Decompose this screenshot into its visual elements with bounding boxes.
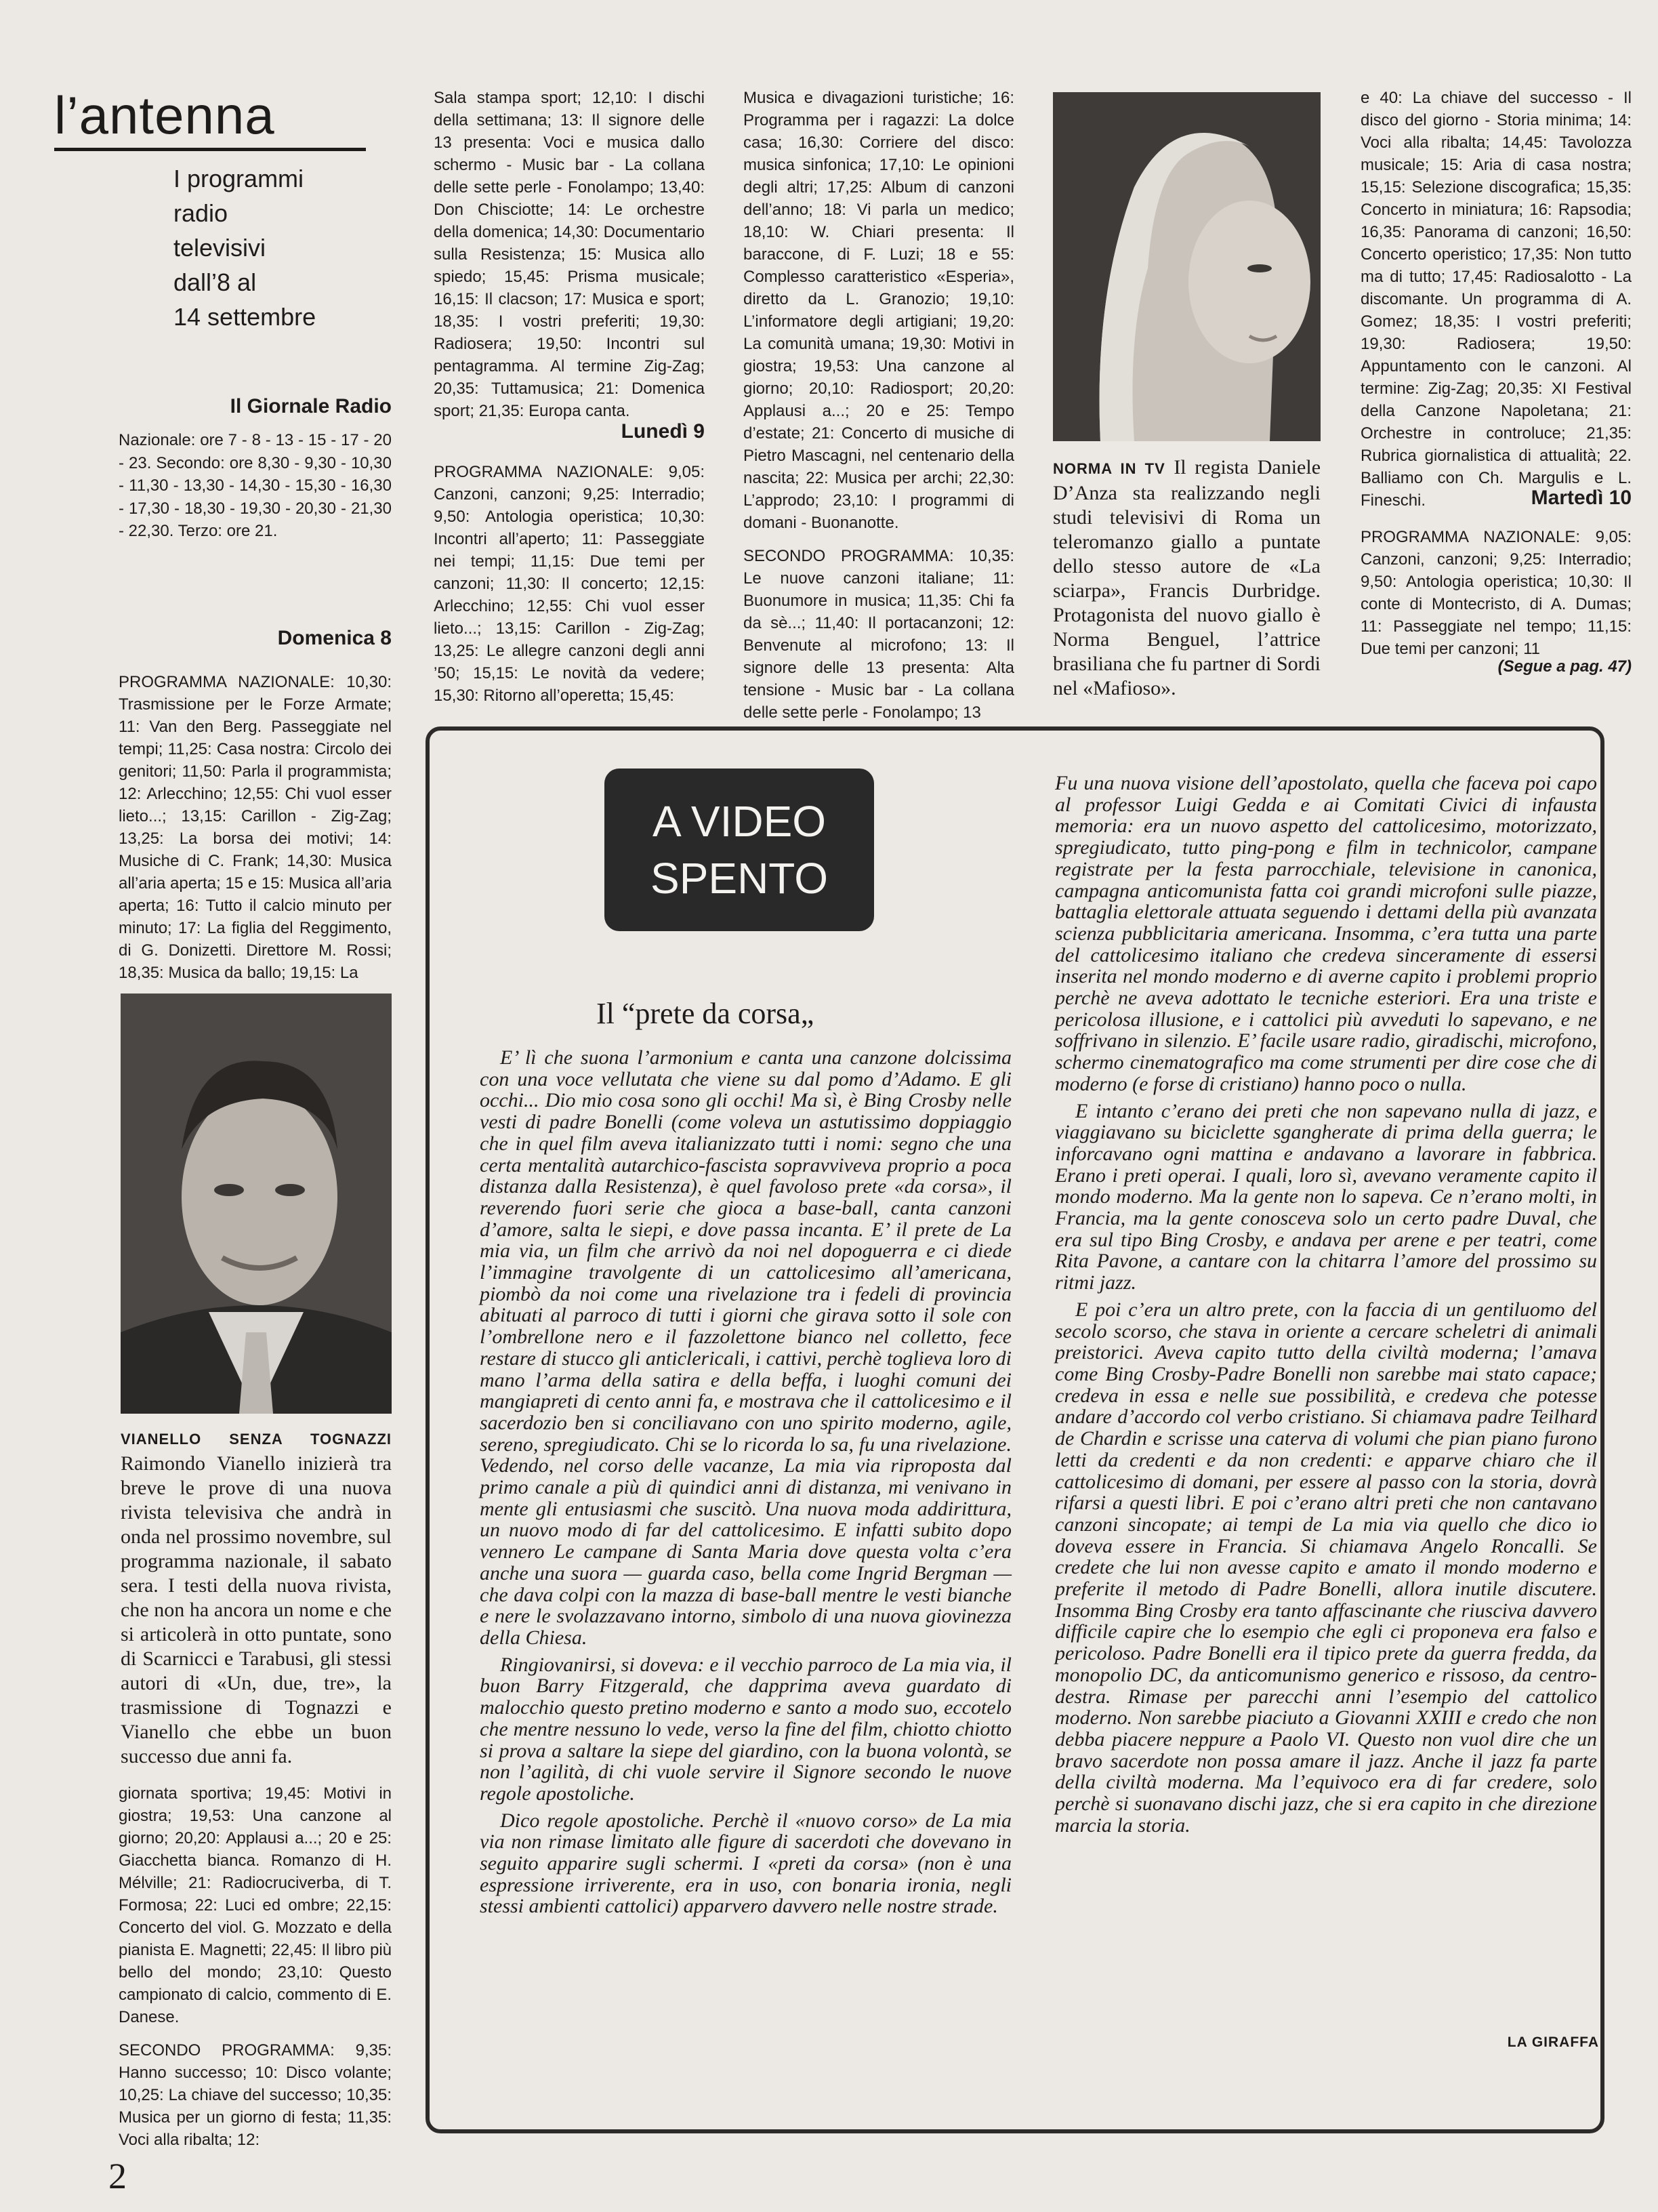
norma-heading: NORMA IN TV — [1053, 460, 1165, 477]
article-paragraph: E poi c’era un altro prete, con la faccia di un gentiluomo del secolo scorso, che stava in oriente a cercare scheletri di animali preistorici. Aveva capito tutto della civiltà moderna; l’amava come Bing Crosby-Padre Bonelli non sarebbe mai stato capace; credeva in essa e nelle sue possibilità, e credeva che potesse andare d’accordo col verbo cristiano. Si chiamava padre Teilhard de Chardin e scrisse una caterva di volumi che pian piano furono letti da credenti e da non credenti: e apparve chiaro che il cattolicesimo di domani, per essere al passo con la storia, dovrà rifarsi a questi libri. E poi c’erano altri preti che non cantavano canzoni sincopate; ai tempi de La mia via quello che dico io doveva essere in Francia. Si chiamava Angelo Roncalli. Se credete che lui non avesse capito e amato il mondo moderno e preferite il metodo di Padre Bonelli, allora inutile discutere. Insomma Bing Crosby era tanto affascinante che riusciva davvero difficile capire che lo esempio che egli ci proponeva era falso e pericoloso. Padre Bonelli era il tipico prete da guerra fredda, da monopolio DC, da anticomunismo generico e rissoso, da centro-destra. Rimase per parecchi anni l’esempio del cattolico moderno. Non sarebbe piaciuto a Giovanni XXIII e credo che non debba piacere neppure a Paolo VI. Questo non vuol dire che un bravo sacerdote non possa amare il jazz. Anche il jazz fa parte della civiltà moderna. Ma l’equivoco era di far credere, solo perchè si suonavano dischi jazz, che si era capito in che direzione marcia la storia. — [1055, 1298, 1597, 1837]
domenica-cont-text: giornata sportiva; 19,45: Motivi in giostra; 19,53: Una canzone al giorno; 20,20: Applausi a...; 20 e 25: Giacchetta bianca. Romanzo di H. Mélville; 21: Radiocruciverba, di T. Formosa; 22: Luci ed ombre; 22,15: Concerto del viol. G. Mozzato e della pianista E. Magnetti; 22,45: Il libro più bello del mondo; 23,10: Questo campionato di calcio, commento di E. Danese. — [119, 1784, 392, 2026]
article-paragraph: E intanto c’erano dei preti che non sapevano nulla di jazz, e viaggiavano su biciclette sgangherate di prima della guerra; le inforcavano ogni mattina e andavano a lavorare in fabbrica. Erano i preti operai. I quali, loro sì, avevano veramente capito il mondo moderno. Ma la gente non lo sapeva. Ce n’erano molti, in Francia, ma la gente conosceva solo un certo padre Duval, che era sul tipo Bing Crosby, e andava per arene e per teatri, come Rita Pavone, a cantare con la chitarra l’amore del prossimo su ritmi jazz. — [1055, 1099, 1597, 1294]
lunedi-schedule: PROGRAMMA NAZIONALE: 9,05: Canzoni, canzoni; 9,25: Interradio; 9,50: Antologia operistica; 10,30: Incontri all’aperto; 11: Passeggiate nei tempi; 11,15: Due temi per canzoni; 11,30: Il concerto; 12,15: Arlecchino; 12,55: Chi vuol esser lieto...; 13,15: Carillon - Zig-Zag; 13,25: Le allegre canzoni degli anni ’50; 15,15: Le novità da vedere; 15,30: Ritorno all’operetta; 15,45: — [434, 463, 705, 705]
lunedi-schedule-col5: e 40: La chiave del successo - Il disco del giorno - Storia minima; 14: Voci alla ribalta; 14,45: Tavolozza musicale; 15: Aria di casa nostra; 15,15: Selezione discografica; 15,35: Concerto in miniatura; 16: Rapsodia; 16,35: Panorama di canzoni; 16,50: Concerto operistico; 17,35: Non tutto ma di tutto; 17,45: Radiosalotto - La discomante. Un programma di A. Gomez; 18,35: I vostri preferiti; 19,30: Radiosera; 19,50: Appuntamento con le canzoni. Al termine: Zig-Zag; 20,35: XI Festival della Canzone Napoletana; 21: Orchestre in controluce; 21,35: Rubrica giornalistica di attualità; 22. Balliamo con Ch. Margulis e L. Fineschi. — [1361, 89, 1632, 510]
domenica-schedule-col2: Sala stampa sport; 12,10: I dischi della settimana; 13: Il signore delle 13 presenta: Voci e musica dallo schermo - Music bar - La collana delle sette perle - Fonolampo; 13,40: Don Chisciotte; 14: Le orchestre della domenica; 14,30: Documentario sulla Resistenza; 15: Musica allo spiedo; 15,45: Prisma musicale; 16,15: Il clacson; 17: Musica e sport; 18,35: I vostri preferiti; 19,30: Radiosera; 19,50: Incontri sul pentagramma. Al termine Zig-Zag; 20,35: Tuttamusica; 21: Domenica sport; 21,35: Europa canta. — [434, 89, 705, 420]
lunedi-schedule-col3 — [743, 87, 1014, 731]
page-number: 2 — [108, 2156, 127, 2196]
domenica-title: Domenica 8 — [277, 627, 392, 649]
article-signature: LA GIRAFFA — [1507, 2034, 1599, 2050]
badge-line: SPENTO — [650, 854, 828, 903]
article-column-left — [480, 1047, 1012, 1917]
tagline-line: I programmi — [173, 165, 304, 192]
domenica-schedule: PROGRAMMA NAZIONALE: 10,30: Trasmissione per le Forze Armate; 11: Van den Berg. Passeggiate nel tempi; 11,25: Casa nostra: Circolo dei genitori; 11,50: Parla il programmista; 12: Arlecchino; 12,55: Chi vuol esser lieto...; 13,15: Carillon - Zig-Zag; 13,25: La borsa dei motivi; 14: Musiche di C. Frank; 14,30: Musica all’aria aperta; 15 e 15: Musica all’aria aperta; 16: Tutto il calcio minuto per minuto; 17: La figlia del Reggimento, di G. Donizetti. Direttore M. Rossi; 18,35: Musica da ballo; 19,15: La — [119, 673, 392, 982]
masthead-tagline — [173, 161, 377, 334]
vianello-heading: VIANELLO SENZA TOGNAZZI — [121, 1431, 392, 1448]
article-column-right — [1055, 773, 1597, 1836]
article-headline: Il “prete da corsa„ — [596, 997, 814, 1030]
vianello-photo — [121, 994, 392, 1414]
continued-note: (Segue a pag. 47) — [1497, 657, 1632, 676]
lunedi-col3-text: Musica e divagazioni turistiche; 16: Programma per i ragazzi: La dolce casa; 16,30: Corriere del disco: musica sinfonica; 17,10: Le opinioni degli altri; 17,25: Album di canzoni dell’anno; 18: Vi parla un medico; 18,10: W. Chiari presenta: Il baraccone, di F. Luzi; 18 e 55: Complesso caratteristico «Esperia», diretto da L. Granozio; 19,10: L’informatore degli artigiani; 19,20: La comunità umana; 19,30: Motivi in giostra; 19,53: Una canzone al giorno; 20,10: Radiosport; 20,20: Applausi a...; 20 e 25: Tempo d’estate; 21: Concerto di musiche di Pietro Mascagni, nel centenario della nascita; 22: Musica per archi; 22,30: L’approdo; 23,10: I programmi di domani - Buonanotte. — [743, 89, 1014, 532]
article-paragraph: Dico regole apostoliche. Perchè il «nuovo corso» de La mia via non rimase limitato alle figure di sacerdoti che dovevano in seguito apparire sugli schermi. I «preti da corsa» (non è una espressione irriverente, era in uso, con bonaria ironia, negli stessi ambienti cattolici) apparvero davvero nelle nostre strade. — [480, 1809, 1012, 1918]
article-paragraph: Ringiovanirsi, si doveva: e il vecchio parroco de La mia via, il buon Barry Fitzgerald, che dapprima aveva guardato di malocchio questo pretino moderno e santo a modo suo, eccotelo che mentre nessuno lo vede, verso la fine del film, chiotto chiotto si prova a saltare la siepe del giardino, con la buona volontà, se non l’agilità, di chi vuole servire il Signore secondo le nuove regole apostoliche. — [480, 1653, 1012, 1805]
lunedi-title: Lunedì 9 — [621, 420, 705, 443]
giornale-radio-text: Nazionale: ore 7 - 8 - 13 - 15 - 17 - 20 - 23. Secondo: ore 8,30 - 9,30 - 10,30 - 11,30 - 13,30 - 14,30 - 15,30 - 16,30 - 17,30 - 18,30 - 19,30 - 20,30 - 21,30 - 22,30. Terzo: ore 21. — [119, 431, 392, 540]
norma-caption — [1053, 455, 1321, 701]
portrait-illustration — [1053, 92, 1321, 441]
tagline-line: 14 settembre — [173, 303, 316, 331]
domenica-secondo: SECONDO PROGRAMMA: 9,35: Hanno successo; 10: Disco volante; 10,25: La chiave del successo; 10,35: Musica per un giorno di festa; 11,35: Voci alla ribalta; 12: — [119, 2041, 392, 2149]
masthead-logo: l’antenna — [54, 85, 275, 145]
tagline-line: dall’8 al — [173, 268, 257, 296]
portrait-illustration — [121, 994, 392, 1414]
norma-photo — [1053, 92, 1321, 441]
tagline-line: radio — [173, 199, 228, 227]
martedi-title: Martedì 10 — [1531, 487, 1632, 509]
norma-text: Il regista Daniele D’Anza sta realizzando negli studi televisivi di Roma un teleromanzo giallo a puntate dello stesso autore de «La sciarpa», Francis Durbridge. Protagonista del nuovo giallo è Norma Benguel, l’attrice brasiliana che fu partner di Sordi nel «Mafioso». — [1053, 456, 1321, 699]
vianello-caption — [121, 1426, 392, 1769]
domenica-schedule-cont — [119, 1782, 392, 2158]
article-paragraph: Fu una nuova visione dell’apostolato, quella che faceva poi capo al professor Luigi Gedda e ai Comitati Civici di infausta memoria: era un nuovo aspetto del cattolicesimo, motorizzato, spregiudicato, tutto ping-pong e film in technicolor, campane registrate per la festa parrocchiale, televisione in canonica, campagna anticomunista fatta coi grandi microfoni sulle piazze, battaglia elettorale attuata seguendo i dettami della più avanzata scienza pubblicitaria americana. Insomma, c’era tutta una parte del cattolicesimo italiano che credeva sinceramente di essersi inserita nel mondo moderno e di averne capito i problemi proprio perchè ne aveva adottato le tecniche esteriori. Era una triste e pericolosa illusione, e i cattolici più avveduti lo sapevano, e ne soffrivano in silenzio. E’ facile usare radio, giradischi, microfono, schermo cinematografico ma come strumenti per dire cose che di moderno (e forse di cristiano) hanno poco o nulla. — [1055, 772, 1597, 1095]
badge-line: A VIDEO — [652, 797, 827, 846]
tagline-line: televisivi — [173, 234, 266, 262]
column-badge — [604, 769, 874, 931]
lunedi-secondo: SECONDO PROGRAMMA: 10,35: Le nuove canzoni italiane; 11: Buonumore in musica; 11,35: Chi fa da sè...; 11,40: Il portacanzoni; 12: Benvenute al microfono; 13: Il signore delle 13 presenta: Alta tensione - Music bar - La collana delle sette perle - Fonolampo; 13 — [743, 547, 1014, 722]
vianello-text: Raimondo Vianello inizierà tra breve le prove di una nuova rivista televisiva che andrà in onda nel prossimo novembre, sul programma nazionale, il sabato sera. I testi della nuova rivista, che non ha ancora un nome e che si articolerà in otto puntate, sono di Scarnicci e Tarabusi, gli stessi autori di «Un, due, tre», la trasmissione di Tognazzi e Vianello che ebbe un buon successo due anni fa. — [121, 1452, 392, 1767]
masthead-rule — [54, 148, 366, 151]
article-paragraph: E’ lì che suona l’armonium e canta una canzone dolcissima con una voce vellutata che viene su dal pomo d’Adamo. E gli occhi... Dio mio cosa sono gli occhi! Ma sì, è Bing Crosby nelle vesti di padre Bonelli (come voleva un astutissimo doppiaggio che in quel film aveva italianizzato tutti i nomi: segno che una certa mentalità autarchico-fascista sopravviveva proprio a poca distanza dalla Resistenza), è quel favoloso prete «da corsa», il reverendo fuori serie che gioca a base-ball, canta canzoni d’amore, salta le siepi, e dove passa incanta. E’ il prete de La mia via, un film che arrivò da noi nel dopoguerra e ci diede l’immagine travolgente di un cattolicesimo all’americana, piombò da noi come una rivelazione tra i fedeli di provincia abituati al parroco di tutti i giorni che girava sotto il sole con l’ombrellone nero e il fazzolettone bianco nel colletto, fece restare di stucco gli anticlericali, i cattivi, perchè toglieva loro di mano l’arma della satira e della beffa, i luoghi comuni dei mangiapreti di cento anni fa, e mostrava che il cattolicesimo e il sacerdozio ben si conciliavano con uno spirito moderno, agile, sereno, spregiudicato. Chi se lo ricorda lo sa, fu una rivelazione. Vedendo, nel corso delle vacanze, La mia via riproposta dal primo canale a più di quindici anni di distanza, mi venivano in mente gli entusiasmi che suscitò. Una nuova moda addirittura, un nuovo modo di far del cattolicesimo. E infatti subito dopo vennero Le campane di Santa Maria dove questa volta c’era anche una suora — guarda caso, bella come Ingrid Bergman — che dava colpi con la mazza di base-ball mentre le vesti bianche e nere le svolazzavano intorno, simbolo di una nuova giovinezza della Chiesa. — [480, 1046, 1012, 1649]
martedi-schedule: PROGRAMMA NAZIONALE: 9,05: Canzoni, canzoni; 9,25: Interradio; 9,50: Antologia operistica; 10,30: Il conte di Montecristo, di A. Dumas; 11: Passeggiate nel tempo; 11,15: Due temi per canzoni; 11 — [1361, 528, 1632, 658]
giornale-radio-title: Il Giornale Radio — [230, 395, 392, 417]
